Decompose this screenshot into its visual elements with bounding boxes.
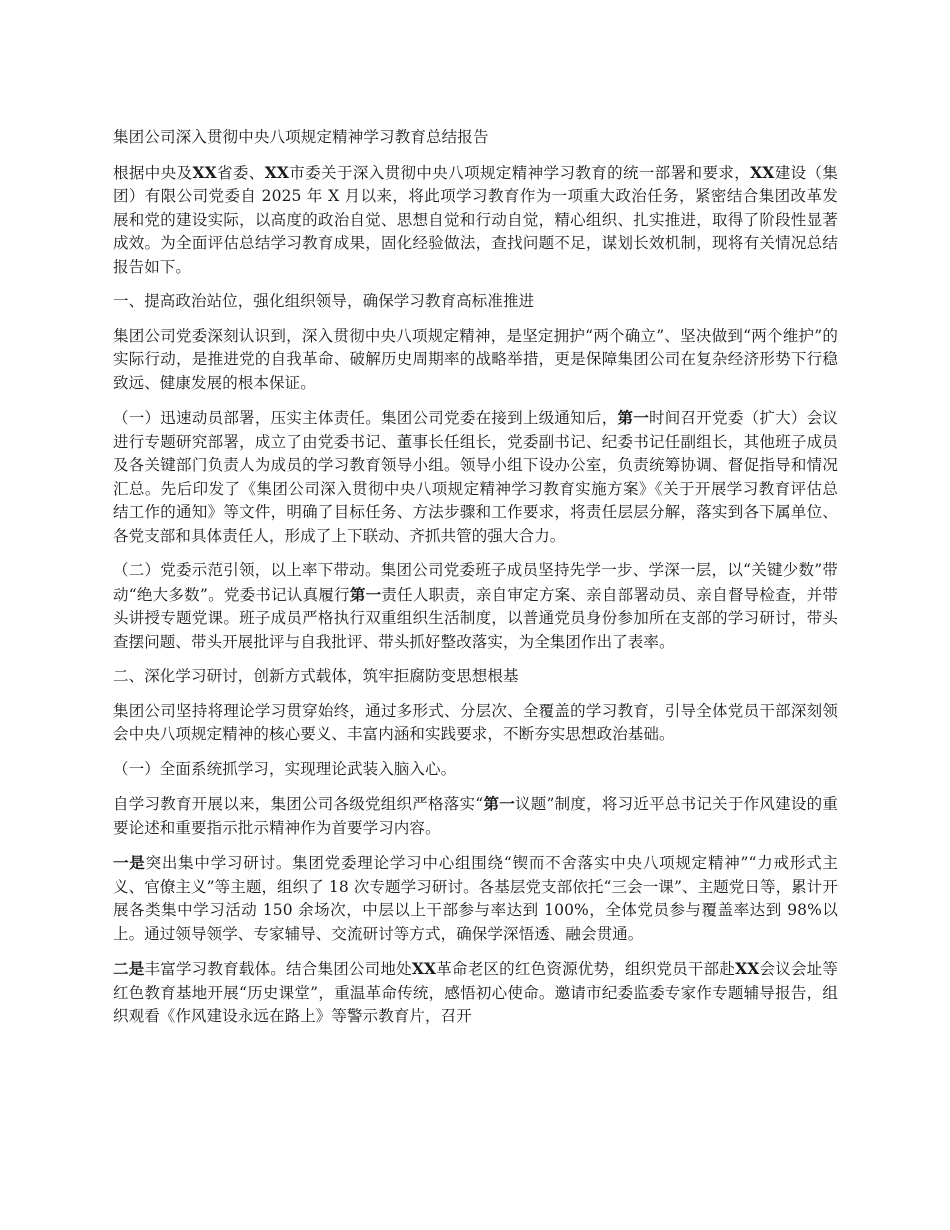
placeholder-old-region-prefix: XX	[411, 959, 437, 978]
sub-one-text-c: 议题”制度，将习近平总书记关于作风建设的重要论述和重要指示批示精神作为首要学习内容。	[113, 795, 838, 837]
point-one-label: 一是	[113, 853, 146, 872]
intro-text-g: 建设（集团）有限公司党委自 2025 年 X 月以来，将此项学习教育作为一项重大政治任务，紧密结合集团改革发展和党的建设实际，以高度的政治自觉、思想自觉和行动自觉，精心组织、扎实推进，取得了阶段性显著成效。为全面评估总结学习教育成果，固化经验做法，查找问题不足，谋划长效机制，现将有关情况总结报告如下。	[113, 163, 838, 276]
point-two-text-a: 丰富学习教育载体。结合集团公司地处	[144, 960, 412, 978]
item-one-text-c: 时间召开党委（扩大）会议进行专题研究部署，成立了由党委书记、董事长任组长，党委副书记、纪委书记任副组长，其他班子成员及各关键部门负责人为成员的学习教育领导小组。领导小组下设办公室，负责统筹协调、督促指导和情况汇总。先后印发了《集团公司深入贯彻中央八项规定精神学习教育实施方案》《关于开展学习教育评估总结工作的通知》等文件，明确了目标任务、方法步骤和工作要求，将责任层层分解，落实到各下属单位、各党支部和具体责任人，形成了上下联动、齐抓共管的强大合力。	[113, 409, 839, 545]
item-two-text-c: 责任人职责，亲自审定方案、亲自部署动员、亲自督导检查，并带头讲授专题党课。班子成员严格执行双重组织生活制度，以普通党员身份参加所在支部的学习研讨，带头查摆问题、带头开展批评与自我批评、带头抓好整改落实，为全集团作出了表率。	[113, 585, 839, 651]
section-heading-one: 一、提高政治站位，强化组织领导，确保学习教育高标准推进	[113, 292, 535, 310]
intro-paragraph	[113, 161, 838, 280]
section-one-item-one	[113, 406, 838, 548]
item-two-text-a: （二）党委示范引领，以上率下带动。集团公司党委班子成员坚持先学一步、学深一层，以“关键少数”带动“绝大多数”。党委书记认真履行	[113, 561, 838, 604]
point-one-text: 突出集中学习研讨。集团党委理论学习中心组围绕“锲而不舍落实中央八项规定精神”“力戒形式主义、官僚主义”等主题，组织了 18 次专题学习研讨。各基层党支部依托“三会一课”、主题党日等，累计开展各类集中学习活动 150 余场次，中层以上干部参与率达到 100%，全体党员参与覆盖率达到 98%以上。通过领导领学、专家辅导、交流研讨等方式，确保学深悟透、融会贯通。	[113, 854, 838, 943]
section-two-body: 集团公司坚持将理论学习贯穿始终，通过多形式、分层次、全覆盖的学习教育，引导全体党员干部深刻领会中央八项规定精神的核心要义、丰富内涵和实践要求，不断夯实思想政治基础。	[113, 701, 838, 743]
intro-text-c: 省委、	[216, 163, 265, 182]
section-one-body: 集团公司党委深刻认识到，深入贯彻中央八项规定精神，是坚定拥护“两个确立”、坚决做到“两个维护”的实际行动，是推进党的自我革命、破解历史周期率的战略举措，更是保障集团公司在复杂经济形势下行稳致远、健康发展的根本保证。	[113, 326, 838, 392]
point-two-label: 二是	[113, 959, 145, 978]
point-two-text-c: 革命老区的红色资源优势，组织党员干部赴	[436, 960, 736, 978]
placeholder-company-prefix: XX	[750, 162, 775, 182]
item-one-text-a: （一）迅速动员部署，压实主体责任。集团公司党委在接到上级通知后，	[113, 409, 618, 427]
section-two-subheading-one: （一）全面系统抓学习，实现理论武装入脑入心。	[113, 759, 457, 778]
intro-text-a: 根据中央及	[113, 163, 193, 182]
sub-one-text-a: 自学习教育开展以来，集团公司各级党组织严格落实“	[113, 795, 484, 813]
emphasis-first-responsible: 第一	[349, 584, 382, 604]
placeholder-meeting-site-prefix: XX	[735, 959, 760, 978]
placeholder-province-prefix: XX	[192, 162, 217, 182]
point-two-paragraph	[113, 957, 838, 1029]
emphasis-first-time: 第一	[617, 408, 649, 427]
emphasis-first-topic: 第一	[483, 794, 515, 813]
point-two-text-e: 会议会址等红色教育基地开展“历史课堂”，重温革命传统，感悟初心使命。邀请市纪委监委专家作专题辅导报告，组织观看《作风建设永远在路上》等警示教育片，召开	[113, 960, 839, 1025]
intro-text-e: 市委关于深入贯彻中央八项规定精神学习教育的统一部署和要求，	[288, 163, 751, 182]
section-two-sub-one-body	[113, 792, 838, 840]
point-one-paragraph	[113, 851, 838, 946]
section-one-item-two	[113, 559, 838, 654]
placeholder-city-prefix: XX	[264, 162, 289, 182]
section-heading-two: 二、深化学习研讨，创新方式载体，筑牢拒腐防变思想根基	[113, 667, 519, 685]
page-title: 集团公司深入贯彻中央八项规定精神学习教育总结报告	[113, 128, 489, 146]
